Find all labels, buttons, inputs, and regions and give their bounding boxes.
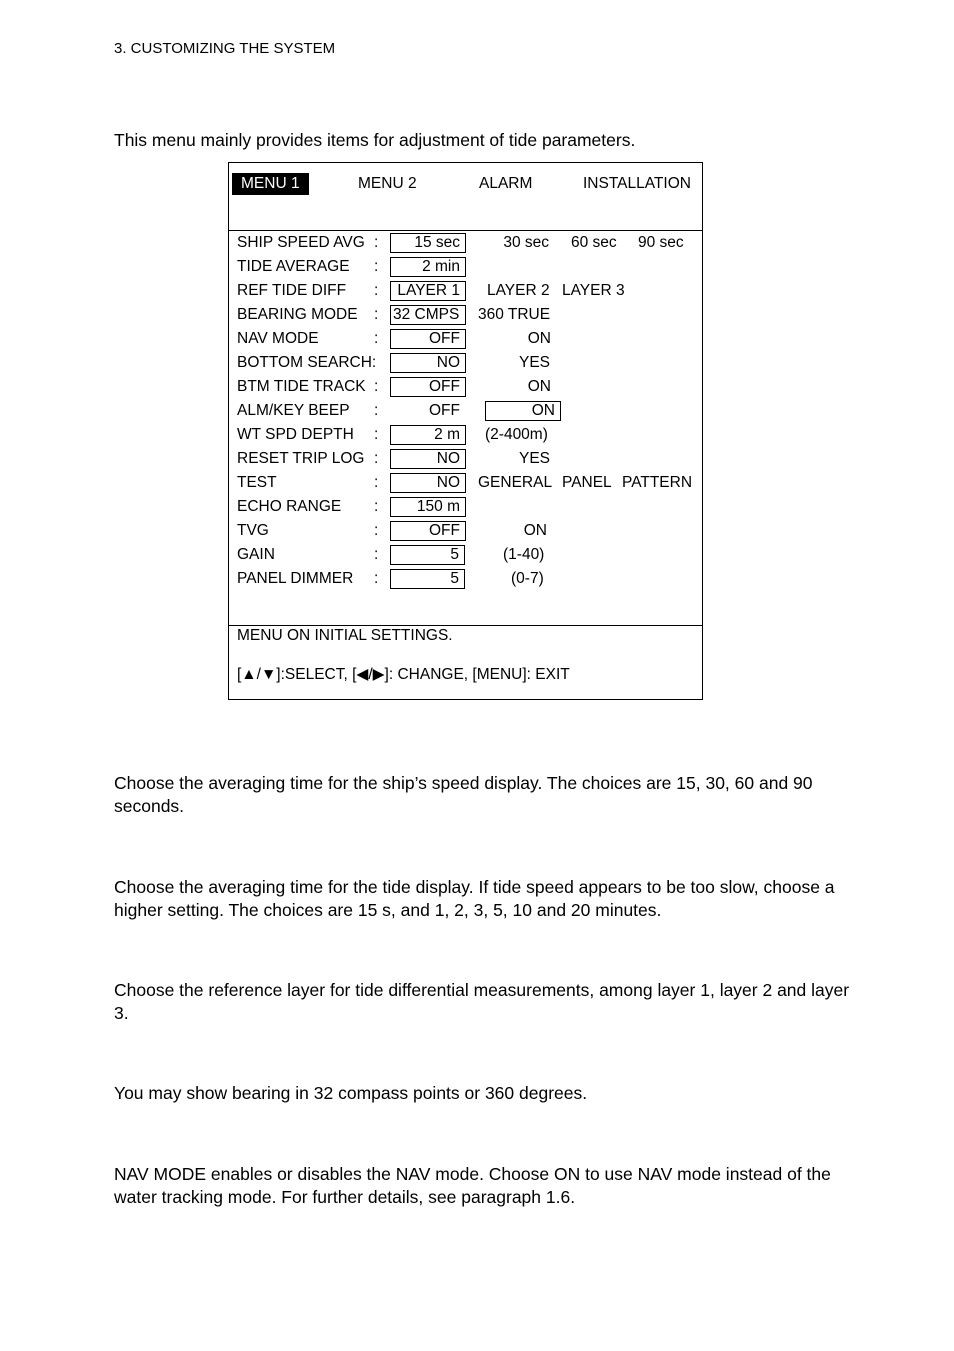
alm-key-beep-value[interactable]: ON <box>485 401 561 421</box>
test-option-panel[interactable]: PANEL <box>562 474 612 491</box>
colon: : <box>374 306 379 323</box>
intro-text: This menu mainly provides items for adjustment of tide parameters. <box>114 130 636 150</box>
colon: : <box>374 378 379 395</box>
gain-value[interactable]: 5 <box>390 545 465 565</box>
menu-panel <box>228 162 703 700</box>
bottom-search-value[interactable]: NO <box>390 353 466 373</box>
ref-tide-diff-value[interactable]: LAYER 1 <box>390 281 466 301</box>
tab-installation[interactable]: INSTALLATION <box>583 175 691 192</box>
ref-tide-diff-description: Choose the reference layer for tide differential measurements, among layer 1, layer 2 and layer 3. <box>114 980 850 1023</box>
colon: : <box>374 450 379 467</box>
tab-menu-1[interactable]: MENU 1 <box>232 173 309 195</box>
colon: : <box>374 282 379 299</box>
tide-average-value[interactable]: 2 min <box>390 257 466 277</box>
wt-spd-depth-range: (2-400m) <box>485 426 548 443</box>
colon: : <box>374 474 379 491</box>
tide-average-label: TIDE AVERAGE <box>237 258 350 275</box>
test-option-pattern[interactable]: PATTERN <box>622 474 693 491</box>
nav-mode-value[interactable]: OFF <box>390 329 466 349</box>
test-value[interactable]: NO <box>390 473 466 493</box>
reset-trip-log-option[interactable]: YES <box>518 450 550 467</box>
ship-speed-avg-value[interactable]: 15 sec <box>390 233 466 253</box>
tide-average-description: Choose the averaging time for the tide display. If tide speed appears to be too slow, choose a higher setting. The choices are 15 s, and 1, 2, 3, 5, 10 and 20 minutes. <box>114 877 835 920</box>
menu-footer-note: MENU ON INITIAL SETTINGS. <box>237 627 453 644</box>
ship-speed-avg-label: SHIP SPEED AVG <box>237 234 365 251</box>
nav-mode-option[interactable]: ON <box>527 330 551 347</box>
btm-tide-track-value[interactable]: OFF <box>390 377 466 397</box>
tvg-option[interactable]: ON <box>523 522 547 539</box>
bearing-mode-description: You may show bearing in 32 compass points or 360 degrees. <box>114 1083 588 1103</box>
nav-mode-description: NAV MODE enables or disables the NAV mode. Choose ON to use NAV mode instead of the water tracking mode. For further details, see paragraph 1.6. <box>114 1164 831 1207</box>
menu-key-hints: [▲/▼]:SELECT, [◀/▶]: CHANGE, [MENU]: EXIT <box>237 666 570 683</box>
reset-trip-log-value[interactable]: NO <box>390 449 466 469</box>
gain-label: GAIN <box>237 546 275 563</box>
ship-speed-avg-option[interactable]: 30 sec <box>503 234 549 251</box>
colon: : <box>374 234 379 251</box>
btm-tide-track-option[interactable]: ON <box>527 378 551 395</box>
ship-speed-avg-option[interactable]: 60 sec <box>571 234 617 251</box>
section-header: 3. CUSTOMIZING THE SYSTEM <box>114 40 336 57</box>
bottom-search-option[interactable]: YES <box>518 354 550 371</box>
colon: : <box>374 522 379 539</box>
ref-tide-diff-option[interactable]: LAYER 3 <box>562 282 625 299</box>
ship-speed-avg-option[interactable]: 90 sec <box>638 234 684 251</box>
bearing-mode-label: BEARING MODE <box>237 306 358 323</box>
alm-key-beep-label: ALM/KEY BEEP <box>237 402 350 419</box>
ship-speed-avg-description: Choose the averaging time for the ship’s speed display. The choices are 15, 30, 60 and 90 seconds. <box>114 773 813 816</box>
bearing-mode-option[interactable]: 360 TRUE <box>478 306 551 323</box>
tab-divider <box>229 230 702 231</box>
reset-trip-log-label: RESET TRIP LOG <box>237 450 365 467</box>
echo-range-label: ECHO RANGE <box>237 498 342 515</box>
colon: : <box>374 402 379 419</box>
tvg-label: TVG <box>237 522 269 539</box>
panel-dimmer-range: (0-7) <box>511 570 544 587</box>
btm-tide-track-label: BTM TIDE TRACK <box>237 378 366 395</box>
colon: : <box>374 546 379 563</box>
test-label: TEST <box>237 474 277 491</box>
panel-dimmer-value[interactable]: 5 <box>390 569 465 589</box>
colon: : <box>374 570 379 587</box>
tab-menu-2[interactable]: MENU 2 <box>358 175 417 192</box>
bottom-search-label: BOTTOM SEARCH: <box>237 354 377 371</box>
alm-key-beep-option[interactable]: OFF <box>429 402 460 419</box>
wt-spd-depth-value[interactable]: 2 m <box>390 425 466 445</box>
nav-mode-label: NAV MODE <box>237 330 319 347</box>
colon: : <box>374 498 379 515</box>
ref-tide-diff-option[interactable]: LAYER 2 <box>487 282 550 299</box>
tvg-value[interactable]: OFF <box>390 521 466 541</box>
ref-tide-diff-label: REF TIDE DIFF <box>237 282 347 299</box>
test-option-general[interactable]: GENERAL <box>478 474 553 491</box>
colon: : <box>374 258 379 275</box>
gain-range: (1-40) <box>503 546 545 563</box>
tab-alarm[interactable]: ALARM <box>479 175 533 192</box>
panel-dimmer-label: PANEL DIMMER <box>237 570 354 587</box>
colon: : <box>374 330 379 347</box>
footer-divider <box>229 625 702 626</box>
colon: : <box>374 426 379 443</box>
wt-spd-depth-label: WT SPD DEPTH <box>237 426 354 443</box>
echo-range-value[interactable]: 150 m <box>390 497 466 517</box>
bearing-mode-value[interactable]: 32 CMPS <box>390 305 466 325</box>
